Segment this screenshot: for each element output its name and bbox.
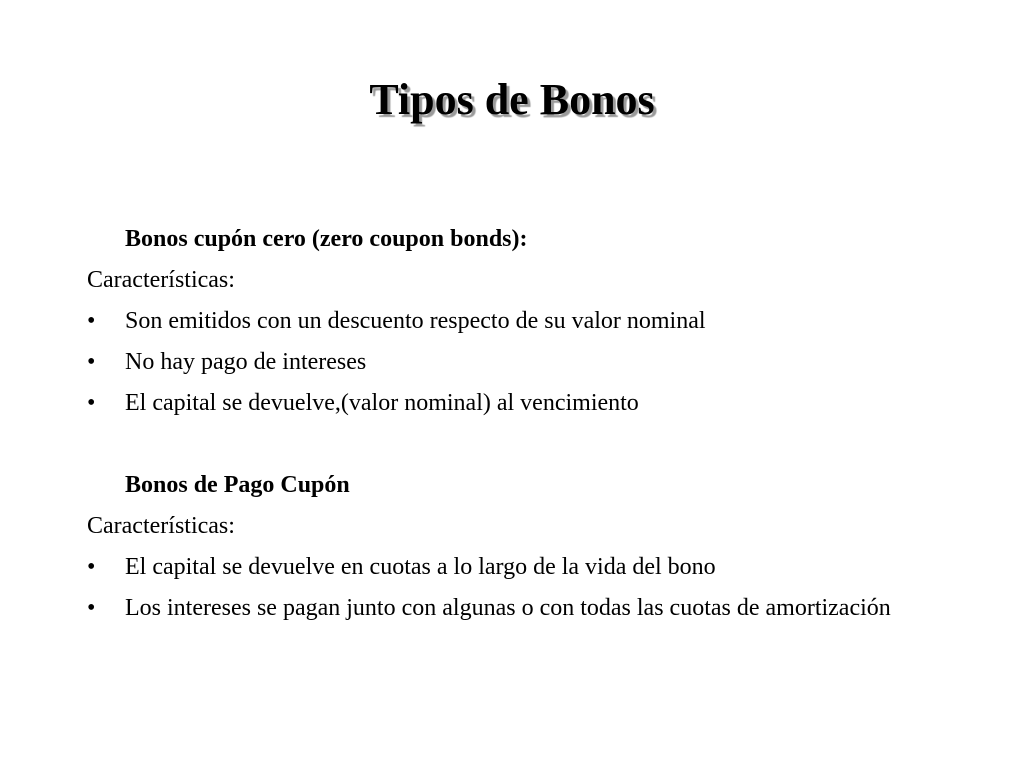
characteristics-label: Características: <box>87 267 235 293</box>
bullet-icon: • <box>87 349 96 375</box>
list-item-text: Son emitidos con un descuento respecto de su valor nominal <box>125 308 706 334</box>
slide-body <box>87 219 907 629</box>
bullet-icon: • <box>87 554 96 580</box>
section-zero-coupon <box>87 219 907 424</box>
list-item <box>87 383 907 424</box>
section-coupon-payment <box>87 465 907 629</box>
section-heading: Bonos de Pago Cupón <box>125 472 350 498</box>
bullet-icon: • <box>87 390 96 416</box>
bullet-icon: • <box>87 308 96 334</box>
list-item <box>87 547 907 588</box>
slide-title: Tipos de Bonos <box>369 75 655 124</box>
list-item-text: El capital se devuelve en cuotas a lo largo de la vida del bono <box>125 554 716 580</box>
bullet-list <box>87 301 907 424</box>
characteristics-label: Características: <box>87 513 235 539</box>
list-item <box>87 588 907 629</box>
list-item <box>87 301 907 342</box>
list-item-text: El capital se devuelve,(valor nominal) al vencimiento <box>125 390 639 416</box>
list-item-text: No hay pago de intereses <box>125 349 367 375</box>
bullet-icon: • <box>87 595 96 621</box>
list-item <box>87 342 907 383</box>
section-heading: Bonos cupón cero (zero coupon bonds): <box>125 226 528 252</box>
bullet-list <box>87 547 907 629</box>
list-item-text: Los intereses se pagan junto con algunas o con todas las cuotas de amortización <box>125 595 891 621</box>
